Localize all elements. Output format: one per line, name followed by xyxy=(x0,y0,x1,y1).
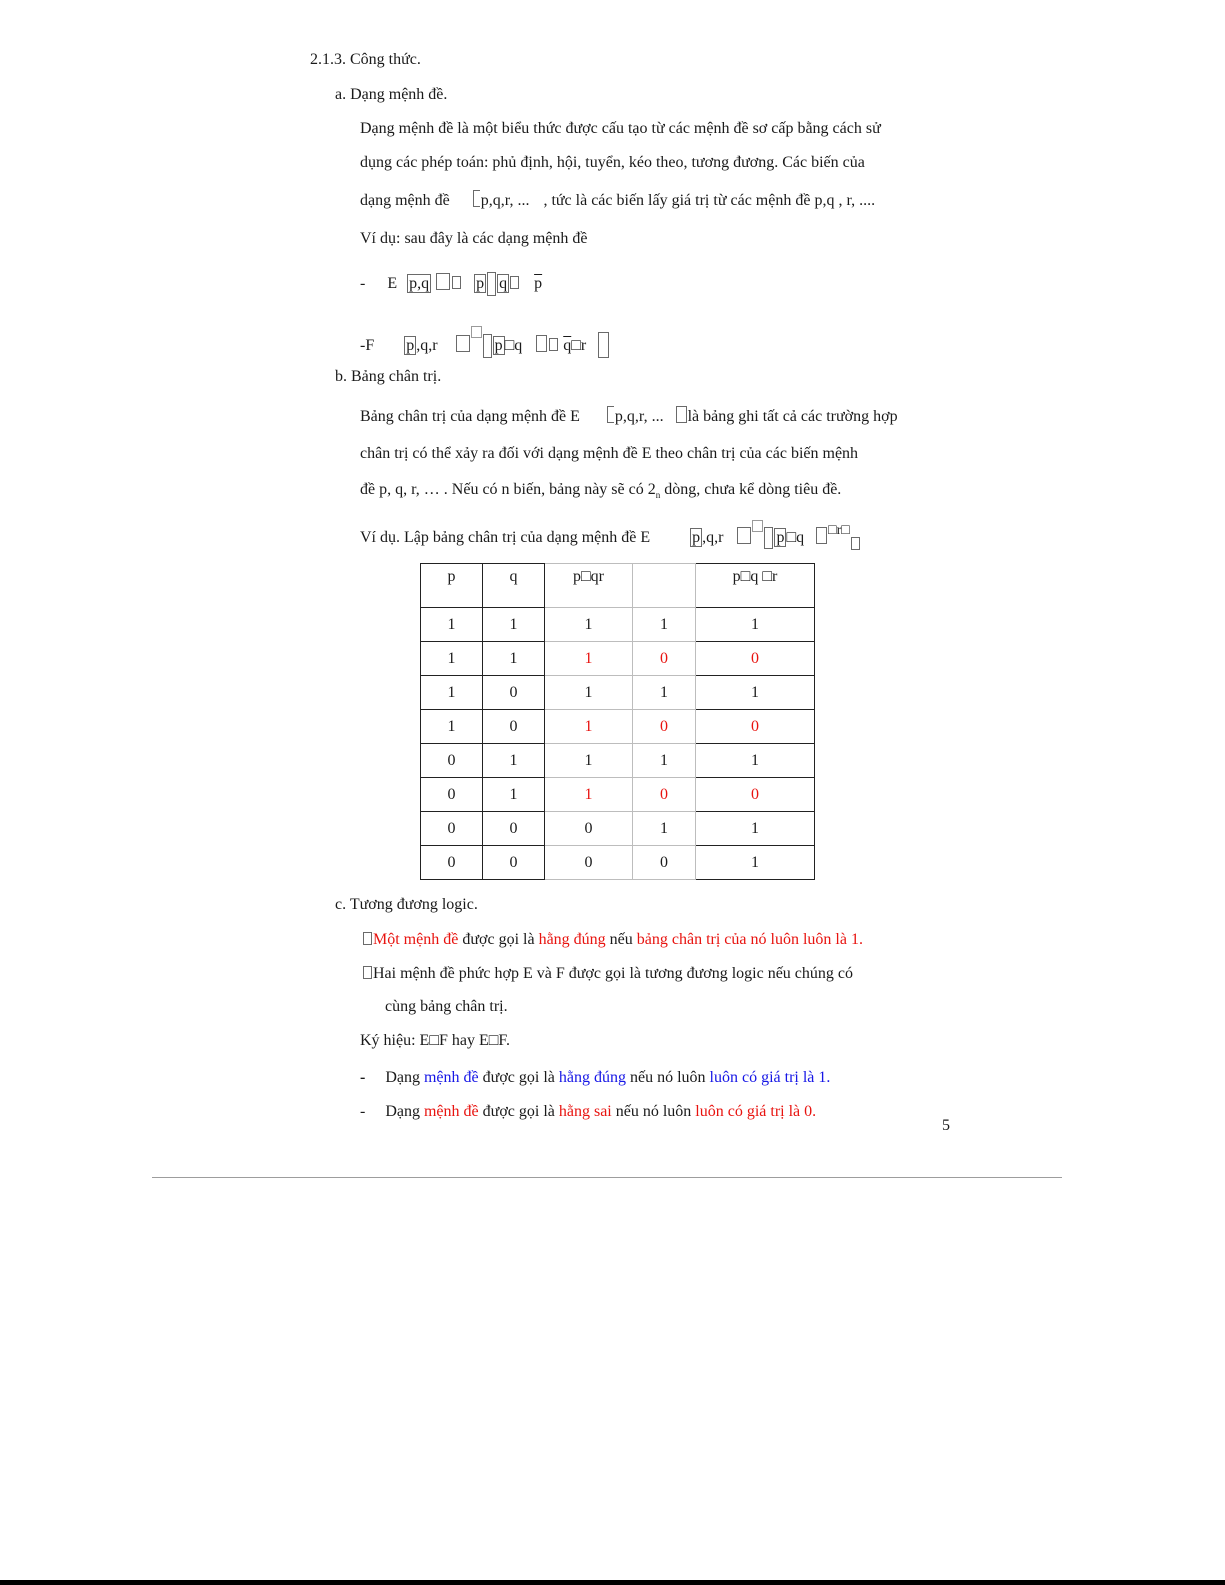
table-cell: 1 xyxy=(545,744,633,778)
header-cell: p xyxy=(421,564,483,608)
table-cell: 0 xyxy=(483,846,545,880)
text: đề p, q, r, … . Nếu có n biến, bảng này sẽ có xyxy=(360,481,648,498)
paragraph-line xyxy=(360,480,841,505)
table-row xyxy=(421,846,815,880)
table-row xyxy=(421,710,815,744)
text: dòng, chưa kể dòng tiêu đề. xyxy=(660,481,842,498)
formula-variables: p,q,r, ... xyxy=(606,408,664,425)
table-cell: 0 xyxy=(633,778,696,812)
table-cell: 0 xyxy=(421,846,483,880)
table-cell: 1 xyxy=(545,676,633,710)
header-cell: q xyxy=(483,564,545,608)
paragraph-line xyxy=(360,190,875,211)
paragraph-line: cùng bảng chân trị. xyxy=(385,998,508,1015)
bullet-tuong-duong: Hai mệnh đề phức hợp E và F được gọi là tương đương logic nếu chúng có xyxy=(362,964,853,984)
table-cell: 0 xyxy=(545,812,633,846)
table-cell: 1 xyxy=(545,642,633,676)
example-intro: Ví dụ: sau đây là các dạng mệnh đề xyxy=(360,230,588,247)
table-cell: 1 xyxy=(696,744,815,778)
table-cell: 1 xyxy=(633,676,696,710)
formula-glyphs: p ,q,r p □q □r□ xyxy=(690,529,861,546)
table-cell: 0 xyxy=(483,812,545,846)
formula-glyphs: p,q p q $\overline{p}$ xyxy=(407,275,542,292)
subscript: n xyxy=(655,490,661,501)
table-cell: 1 xyxy=(421,642,483,676)
subsection-b-title: b. Bảng chân trị. xyxy=(335,368,442,385)
table-cell: 1 xyxy=(421,710,483,744)
subsection-a-title: a. Dạng mệnh đề. xyxy=(335,86,448,103)
table-row xyxy=(421,676,815,710)
table-cell: 1 xyxy=(545,608,633,642)
bracket-glyph xyxy=(676,406,687,423)
example-f-formula xyxy=(360,326,610,358)
table-cell: 1 xyxy=(633,812,696,846)
formula-label: -F xyxy=(360,337,375,354)
bullet-hang-dung: Một mệnh đề được gọi là hằng đúng nếu bảng chân trị của nó luôn luôn là 1. xyxy=(362,930,863,950)
table-cell: 0 xyxy=(633,846,696,880)
table-cell: 0 xyxy=(633,710,696,744)
bottom-border xyxy=(0,1580,1225,1585)
table-cell: 0 xyxy=(696,778,815,812)
table-cell: 1 xyxy=(483,642,545,676)
truth-table xyxy=(420,563,815,880)
table-row xyxy=(421,778,815,812)
text: Ví dụ. Lập bảng chân trị của dạng mệnh đề E xyxy=(360,529,651,546)
table-cell: 0 xyxy=(421,778,483,812)
paragraph-line xyxy=(360,406,898,427)
example-e-formula xyxy=(360,272,542,296)
table-cell: 1 xyxy=(696,812,815,846)
table-cell: 1 xyxy=(545,778,633,812)
table-cell: 1 xyxy=(421,608,483,642)
table-cell: 0 xyxy=(421,812,483,846)
table-row xyxy=(421,608,815,642)
table-row xyxy=(421,744,815,778)
table-cell: 0 xyxy=(545,846,633,880)
section-heading: 2.1.3. Công thức. xyxy=(310,51,421,68)
bullet-glyph xyxy=(363,932,372,945)
formula-label: E xyxy=(387,275,398,292)
table-cell: 1 xyxy=(696,846,815,880)
header-cell: p□qr xyxy=(545,564,633,608)
notation-line: Ký hiệu: E□F hay E□F. xyxy=(360,1032,511,1049)
paragraph-line: chân trị có thể xảy ra đối với dạng mệnh đề E theo chân trị của các biến mệnh xyxy=(360,445,859,462)
table-cell: 1 xyxy=(421,676,483,710)
table-cell: 1 xyxy=(545,710,633,744)
bullet-glyph xyxy=(363,966,372,979)
formula-glyphs: p ,q,r p □q $\overline{q}□r$ xyxy=(404,337,610,354)
table-cell: 0 xyxy=(421,744,483,778)
bracket-glyph xyxy=(473,190,480,207)
table-cell: 1 xyxy=(633,744,696,778)
definition-hang-sai: - Dạng mệnh đề được gọi là hằng sai nếu nó luôn luôn có giá trị là 0. xyxy=(360,1103,817,1120)
formula-variables xyxy=(472,192,534,209)
paragraph-line: dụng các phép toán: phủ định, hội, tuyển, kéo theo, tương đương. Các biến của xyxy=(360,154,865,171)
table-cell: 0 xyxy=(696,642,815,676)
table-cell: 0 xyxy=(483,710,545,744)
subsection-c-title: c. Tương đương logic. xyxy=(335,896,478,913)
page-number: 5 xyxy=(942,1117,950,1134)
header-cell xyxy=(633,564,696,608)
table-cell: 0 xyxy=(696,710,815,744)
header-cell: p□q □r xyxy=(696,564,815,608)
text: , tức là các biến lấy giá trị từ các mệnh đề p,q , r, .... xyxy=(543,192,876,209)
table-cell: 0 xyxy=(633,642,696,676)
example-line xyxy=(360,520,861,550)
text: là bảng ghi tất cả các trường hợp xyxy=(687,408,898,425)
paragraph-line: Dạng mệnh đề là một biểu thức được cấu tạo từ các mệnh đề sơ cấp bằng cách sử xyxy=(360,120,881,137)
table-cell: 1 xyxy=(483,608,545,642)
text: Bảng chân trị của dạng mệnh đề E xyxy=(360,408,580,425)
text: dạng mệnh đề xyxy=(360,192,450,209)
table-row xyxy=(421,812,815,846)
table-cell: 1 xyxy=(696,608,815,642)
dash: - xyxy=(360,275,366,292)
table-header-row xyxy=(421,564,815,608)
table-row xyxy=(421,642,815,676)
table-cell: 1 xyxy=(483,744,545,778)
formula-text: p,q,r, ... xyxy=(480,192,530,209)
page-divider xyxy=(152,1177,1062,1178)
table-cell: 0 xyxy=(483,676,545,710)
table-cell: 1 xyxy=(696,676,815,710)
text: 2 xyxy=(647,481,656,498)
definition-hang-dung: - Dạng mệnh đề được gọi là hằng đúng nếu nó luôn luôn có giá trị là 1. xyxy=(360,1069,831,1086)
table-cell: 1 xyxy=(633,608,696,642)
table-cell: 1 xyxy=(483,778,545,812)
